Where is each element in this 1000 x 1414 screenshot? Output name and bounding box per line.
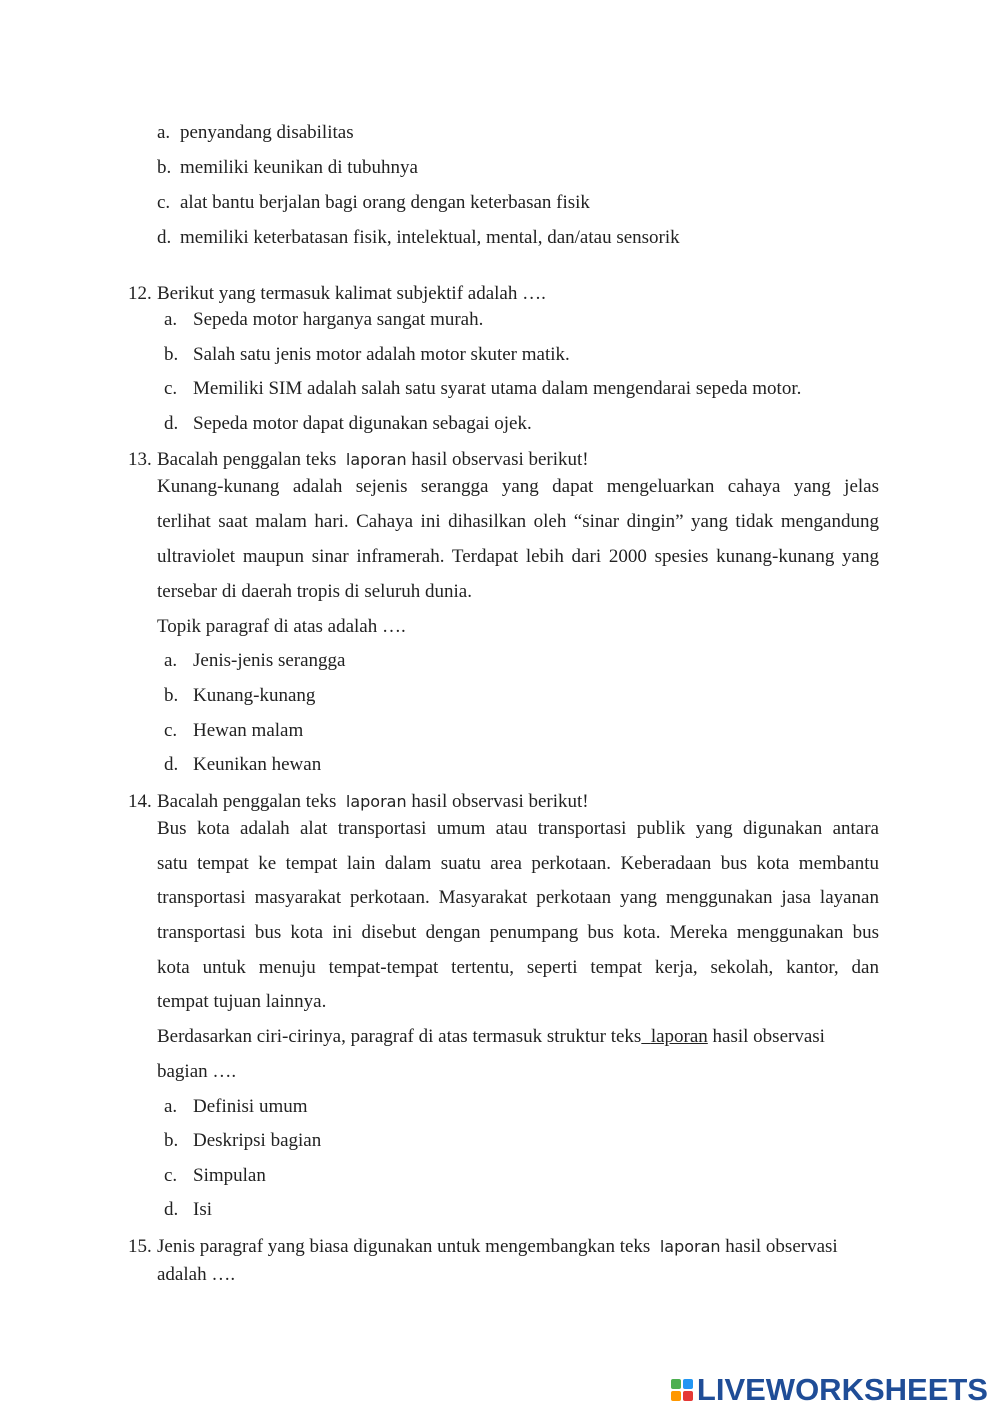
option-marker: c. (164, 1165, 178, 1186)
option-marker: b. (164, 1130, 179, 1151)
liveworksheets-logo (671, 1374, 988, 1406)
liveworksheets-logo-icon (671, 1379, 693, 1401)
question-number: 15. (128, 1236, 152, 1257)
logo-tile (683, 1379, 693, 1389)
question-text-part: hasil observasi (712, 1026, 825, 1047)
intro-text: Bacalah penggalan teks (157, 449, 337, 470)
question-intro (157, 448, 589, 472)
intro-text: hasil observasi berikut! (411, 791, 589, 812)
brand-name: LIVEWORKSHEETS (696, 1372, 988, 1407)
option-marker: a. (164, 309, 178, 330)
option-text: Hewan malam (193, 720, 304, 741)
question-text (157, 1025, 879, 1049)
option-text: Keunikan hewan (193, 754, 322, 775)
option-marker: a. (164, 1096, 178, 1117)
question-keyword: laporan (659, 1237, 721, 1256)
option-item (164, 308, 483, 332)
passage-line: transportasi masyarakat perkotaan. Masyarakat perkotaan yang menggunakan jasa layanan (157, 887, 879, 908)
question-text-part: hasil observasi (725, 1236, 838, 1257)
option-item (164, 412, 532, 436)
intro-keyword: laporan (345, 792, 407, 811)
intro-keyword: laporan (345, 450, 407, 469)
option-item (157, 121, 354, 145)
option-text: Deskripsi bagian (193, 1130, 322, 1151)
option-marker: d. (164, 1199, 179, 1220)
option-text: memiliki keterbatasan fisik, intelektual, mental, dan/atau sensorik (180, 227, 680, 248)
question-keyword: laporan (650, 1026, 708, 1047)
option-marker: d. (157, 227, 172, 248)
option-text: Salah satu jenis motor adalah motor skuter matik. (193, 344, 570, 365)
question-text-line2: bagian …. (157, 1061, 237, 1082)
passage-line: kota untuk menuju tempat-tempat tertentu, seperti tempat kerja, sekolah, kantor, dan (157, 957, 879, 978)
option-text: Sepeda motor dapat digunakan sebagai ojek. (193, 413, 532, 434)
logo-tile (683, 1391, 693, 1401)
passage-line: Kunang-kunang adalah sejenis serangga yang dapat mengeluarkan cahaya yang jelas (157, 476, 879, 497)
option-item (157, 156, 418, 180)
option-item (157, 191, 590, 215)
passage-line: terlihat saat malam hari. Cahaya ini dihasilkan oleh “sinar dingin” yang tidak mengandung (157, 511, 879, 532)
question-text (157, 1235, 838, 1259)
option-marker: c. (157, 192, 171, 213)
passage-line: satu tempat ke tempat lain dalam suatu area perkotaan. Keberadaan bus kota membantu (157, 853, 879, 874)
passage-line: ultraviolet maupun sinar inframerah. Terdapat lebih dari 2000 spesies kunang-kunang yang (157, 546, 879, 567)
option-text: Kunang-kunang (193, 685, 316, 706)
option-marker: b. (164, 344, 179, 365)
option-marker: d. (164, 413, 179, 434)
option-item (164, 1129, 321, 1153)
question-text: Berikut yang termasuk kalimat subjektif adalah …. (157, 283, 546, 304)
option-marker: d. (164, 754, 179, 775)
option-item (164, 1095, 308, 1119)
option-item (164, 753, 321, 777)
option-item (164, 1198, 212, 1222)
intro-text: hasil observasi berikut! (411, 449, 589, 470)
option-item (164, 719, 303, 743)
question-number: 12. (128, 283, 152, 304)
option-marker: c. (164, 378, 178, 399)
logo-tile (671, 1391, 681, 1401)
passage-line: tempat tujuan lainnya. (157, 991, 327, 1012)
option-text: Definisi umum (193, 1096, 308, 1117)
option-item (164, 649, 345, 673)
option-marker: a. (164, 650, 178, 671)
passage-line: tersebar di daerah tropis di seluruh dunia. (157, 581, 472, 602)
option-marker: b. (157, 157, 172, 178)
passage-line: Bus kota adalah alat transportasi umum atau transportasi publik yang digunakan antara (157, 818, 879, 839)
question-text-part: Berdasarkan ciri-cirinya, paragraf di atas termasuk struktur teks (157, 1026, 642, 1047)
question-text: Topik paragraf di atas adalah …. (157, 616, 406, 637)
intro-text: Bacalah penggalan teks (157, 791, 337, 812)
option-item (164, 1164, 266, 1188)
question-intro (157, 790, 589, 814)
option-item (157, 226, 680, 250)
option-marker: a. (157, 122, 171, 143)
option-text: Simpulan (193, 1165, 266, 1186)
question-number: 13. (128, 449, 152, 470)
option-item (164, 377, 801, 401)
logo-tile (671, 1379, 681, 1389)
question-text-line2: adalah …. (157, 1264, 236, 1285)
option-item (164, 684, 315, 708)
option-marker: c. (164, 720, 178, 741)
option-text: Jenis-jenis serangga (193, 650, 346, 671)
option-marker: b. (164, 685, 179, 706)
passage-line: transportasi bus kota ini disebut dengan penumpang bus kota. Mereka menggunakan bus (157, 922, 879, 943)
option-text: Sepeda motor harganya sangat murah. (193, 309, 484, 330)
option-text: Isi (193, 1199, 212, 1220)
question-number: 14. (128, 791, 152, 812)
option-text: alat bantu berjalan bagi orang dengan keterbasan fisik (180, 192, 590, 213)
option-item (164, 343, 570, 367)
option-text: penyandang disabilitas (180, 122, 354, 143)
question-text-part: Jenis paragraf yang biasa digunakan untuk mengembangkan teks (157, 1236, 651, 1257)
option-text: memiliki keunikan di tubuhnya (180, 157, 418, 178)
option-text: Memiliki SIM adalah salah satu syarat utama dalam mengendarai sepeda motor. (193, 378, 802, 399)
